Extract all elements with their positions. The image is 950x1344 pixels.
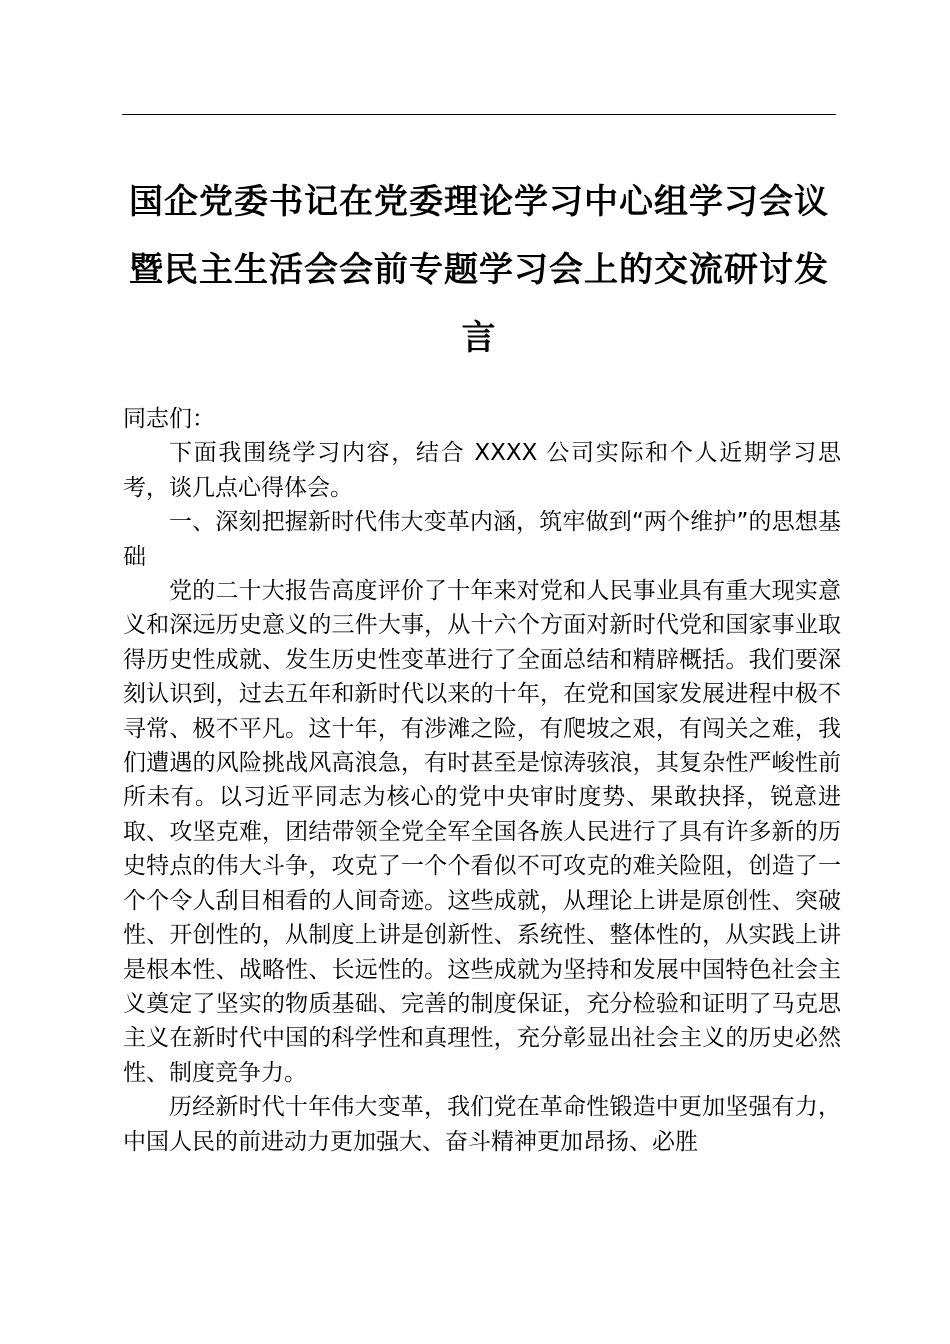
paragraph-1: 党的二十大报告高度评价了十年来对党和人民事业具有重大现实意义和深远历史意义的三件大事，从十六个方面对新时代党和国家事业取得历史性成就、发生历史性变革进行了全面总结和精辟概括。我们要深刻认识到，过去五年和新时代以来的十年，在党和国家发展进程中极不寻常、极不平凡。这十年，有涉滩之险，有爬坡之艰，有闯关之难，我们遭遇的风险挑战风高浪急，有时甚至是惊涛骇浪，其复杂性严峻性前所未有。以习近平同志为核心的党中央审时度势、果敢抉择，锐意进取、攻坚克难，团结带领全党全军全国各族人民进行了具有许多新的历史特点的伟大斗争，攻克了一个个看似不可攻克的难关险阻，创造了一个个令人刮目相看的人间奇迹。这些成就，从理论上讲是原创性、突破性、开创性的，从制度上讲是创新性、系统性、整体性的，从实践上讲是根本性、战略性、长远性的。这些成就为坚持和发展中国特色社会主义奠定了坚实的物质基础、完善的制度保证，充分检验和证明了马克思主义在新时代中国的科学性和真理性，充分彰显出社会主义的历史必然性、制度竞争力。 [123, 578, 841, 1086]
title-line-3: 言 [461, 318, 497, 358]
title-line-2: 暨民主生活会会前专题学习会上的交流研讨发 [129, 250, 829, 290]
title-line-1: 国企党委书记在党委理论学习中心组学习会议 [129, 182, 829, 222]
document-body [123, 402, 841, 1159]
section-heading-1: 一、深刻把握新时代伟大变革内涵，筑牢做到“两个维护”的思想基础 [123, 509, 841, 570]
salutation: 同志们： [123, 406, 215, 432]
document-title [118, 168, 840, 372]
paragraph-2: 历经新时代十年伟大变革，我们党在革命性锻造中更加坚强有力，中国人民的前进动力更加强大、奋斗精神更加昂扬、必胜 [123, 1094, 841, 1155]
paragraph-intro: 下面我围绕学习内容，结合 XXXX 公司实际和个人近期学习思考，谈几点心得体会。 [123, 440, 841, 501]
header-rule [122, 114, 836, 115]
